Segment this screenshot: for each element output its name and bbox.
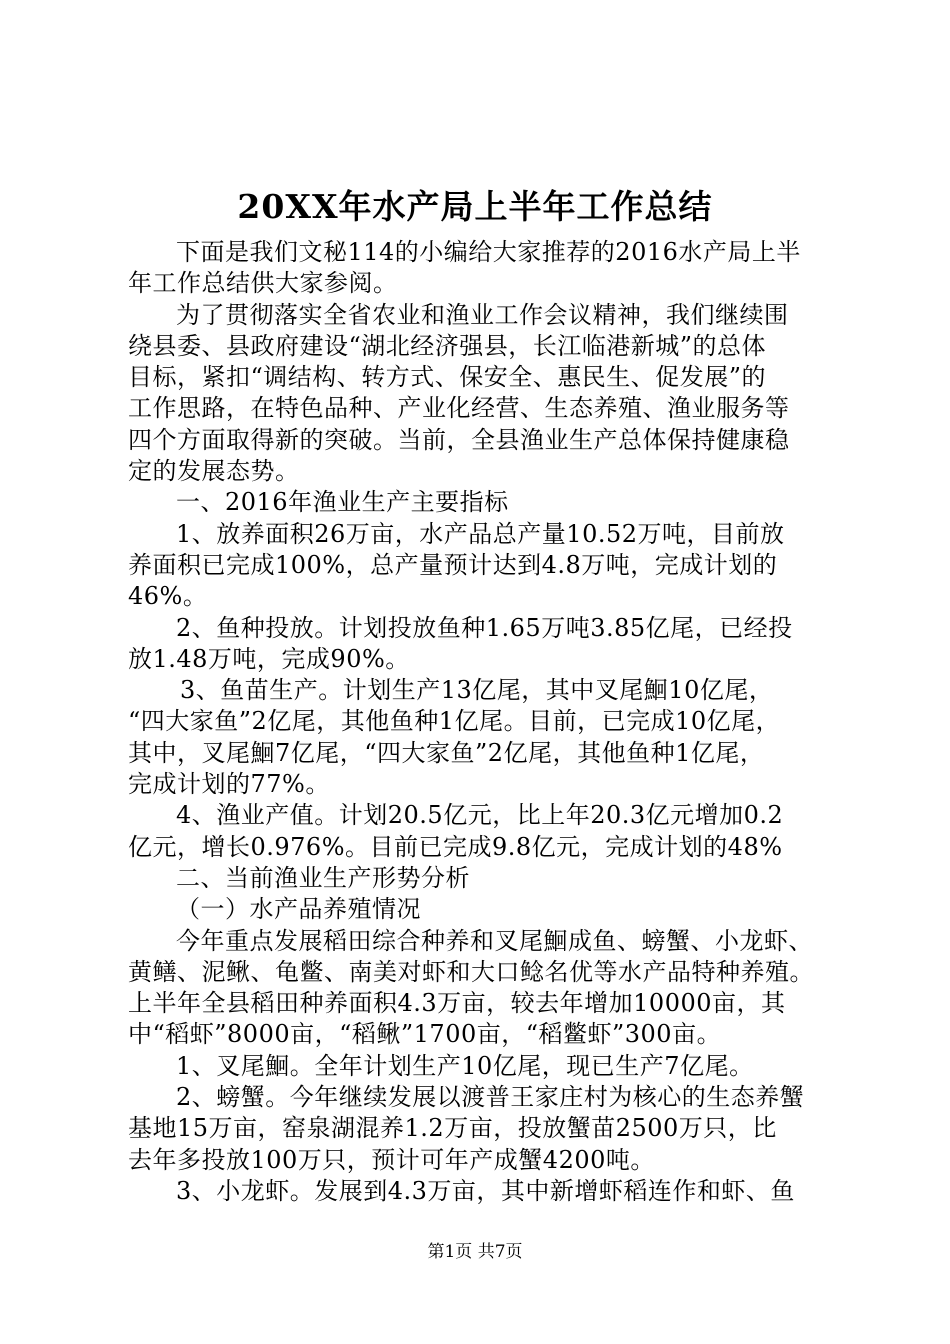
text-line: 基地15万亩，窑泉湖混养1.2万亩，投放蟹苗2500万只，比: [128, 1114, 777, 1143]
text-line: 目标，紧扣“调结构、转方式、保安全、惠民生、促发展”的: [128, 363, 767, 392]
text-line: 1、叉尾鮰。全年计划生产10亿尾，现已生产7亿尾。: [176, 1051, 754, 1080]
text-line: 放1.48万吨，完成90%。: [128, 644, 410, 673]
text-line: 2、鱼种投放。计划投放鱼种1.65万吨3.85亿尾，已经投: [176, 613, 793, 642]
text-line: 中“稻虾”8000亩，“稻鳅”1700亩，“稻鳖虾”300亩。: [128, 1020, 722, 1049]
text-line: 二、当前渔业生产形势分析: [176, 863, 470, 892]
text-line: 其中，叉尾鮰7亿尾，“四大家鱼”2亿尾，其他鱼种1亿尾，: [128, 738, 765, 767]
text-line: 上半年全县稻田种养面积4.3万亩，较去年增加10000亩，其: [128, 989, 786, 1018]
text-line: 绕县委、县政府建设“湖北经济强县，长江临港新城”的总体: [128, 331, 767, 360]
text-line: 今年重点发展稻田综合种养和叉尾鮰成鱼、螃蟹、小龙虾、: [176, 926, 813, 955]
text-line: 为了贯彻落实全省农业和渔业工作会议精神，我们继续围: [176, 300, 789, 329]
text-line: 工作思路，在特色品种、产业化经营、生态养殖、渔业服务等: [128, 394, 790, 423]
text-line: 定的发展态势。: [128, 457, 300, 486]
text-line: 年工作总结供大家参阅。: [128, 269, 398, 298]
text-line: 养面积已完成100%，总产量预计达到4.8万吨，完成计划的: [128, 550, 778, 579]
text-line: 3、小龙虾。发展到4.3万亩，其中新增虾稻连作和虾、鱼: [176, 1176, 795, 1205]
document-body: [128, 237, 838, 1207]
text-line: 46%。: [128, 582, 208, 611]
text-line: 4、渔业产值。计划20.5亿元，比上年20.3亿元增加0.2: [176, 801, 784, 830]
text-line: 去年多投放100万只，预计可年产成蟹4200吨。: [128, 1145, 655, 1174]
document-title: 20XX年水产局上半年工作总结: [237, 187, 713, 226]
page-footer: 第1页 共7页: [427, 1242, 523, 1262]
text-line: 2、螃蟹。今年继续发展以渡普王家庄村为核心的生态养蟹: [176, 1083, 805, 1112]
text-line: 下面是我们文秘114的小编给大家推荐的2016水产局上半: [176, 238, 801, 266]
text-line: 完成计划的77%。: [128, 770, 330, 799]
text-line: 四个方面取得新的突破。当前，全县渔业生产总体保持健康稳: [128, 425, 790, 454]
text-line: 黄鳝、泥鳅、龟鳖、南美对虾和大口鲶名优等水产品特种养殖。: [128, 957, 814, 986]
text-line: 1、放养面积26万亩，水产品总产量10.52万吨，目前放: [176, 519, 785, 548]
text-line: 亿元，增长0.976%。目前已完成9.8亿元，完成计划的48%: [128, 832, 783, 861]
text-line: 3、鱼苗生产。计划生产13亿尾，其中叉尾鮰10亿尾，: [180, 676, 774, 705]
text-line: “四大家鱼”2亿尾，其他鱼种1亿尾。目前，已完成10亿尾，: [128, 707, 781, 736]
text-line: 一、2016年渔业生产主要指标: [176, 488, 509, 517]
text-line: （一）水产品养殖情况: [176, 895, 421, 924]
